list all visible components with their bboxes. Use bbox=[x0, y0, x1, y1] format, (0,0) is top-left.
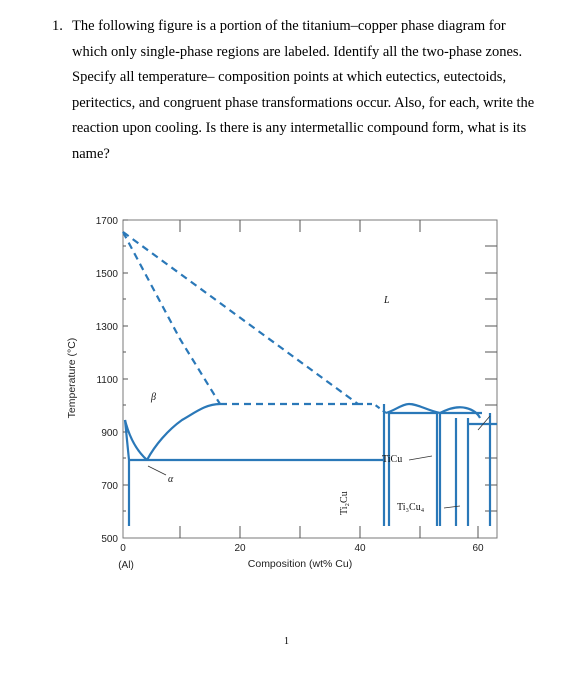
liquidus-segment bbox=[358, 404, 386, 413]
phase-label-beta: β bbox=[151, 392, 156, 403]
question-line-5: reaction upon cooling. Is there is any intermetallic compound form, what is its bbox=[72, 120, 527, 137]
question-line-2: which only single-phase regions are labeled. Identify all the two-phase zones. bbox=[72, 43, 523, 60]
liquidus-line bbox=[123, 232, 358, 404]
top-tick-marks bbox=[180, 220, 420, 232]
phase-label-liquid: L bbox=[384, 295, 390, 306]
y-tick-marks bbox=[123, 220, 128, 511]
y-tick-1300: 1300 bbox=[95, 322, 118, 333]
alpha-leader bbox=[148, 466, 166, 475]
y-tick-1500: 1500 bbox=[95, 269, 118, 280]
page-number: 1 bbox=[284, 636, 289, 647]
x-tick-20: 20 bbox=[234, 543, 246, 554]
x-axis-title: Composition (wt% Cu) bbox=[247, 558, 353, 570]
ticu-leader bbox=[409, 456, 432, 460]
x-tick-0: 0 bbox=[120, 543, 126, 554]
y-tick-700: 700 bbox=[101, 481, 118, 492]
bottom-tick-marks bbox=[180, 526, 478, 538]
y-tick-500: 500 bbox=[101, 534, 118, 545]
phase-label-alpha: α bbox=[168, 474, 174, 485]
x-origin-sublabel: (Al) bbox=[118, 560, 134, 571]
question-line-4: peritectics, and congruent phase transformations occur. Also, for each, write the bbox=[72, 94, 535, 111]
x-tick-60: 60 bbox=[472, 543, 484, 554]
y-tick-1100: 1100 bbox=[96, 375, 118, 386]
y-axis-title: Temperature (°C) bbox=[66, 337, 78, 419]
x-tick-40: 40 bbox=[354, 543, 366, 554]
alpha-solvus bbox=[125, 420, 129, 526]
ticu-liquidus-dome bbox=[386, 404, 480, 418]
y-tick-labels bbox=[96, 216, 119, 545]
leader-lines bbox=[148, 416, 490, 508]
phase-label-ticu: TiCu bbox=[382, 454, 403, 465]
y-tick-900: 900 bbox=[101, 428, 118, 439]
phase-boundaries bbox=[123, 232, 497, 526]
question-line-3: Specify all temperature– composition points at which eutectics, eutectoids, bbox=[72, 69, 507, 86]
phase-label-ti3cu4: Ti₃Cu₄ bbox=[397, 502, 425, 513]
question-number: 1. bbox=[52, 18, 63, 34]
phase-label-ti2cu: Ti₂Cu bbox=[339, 491, 350, 515]
question-line-1: The following figure is a portion of the titanium–copper phase diagram for bbox=[72, 18, 506, 34]
y-tick-1700: 1700 bbox=[95, 216, 118, 227]
beta-solvus-right bbox=[147, 404, 220, 460]
question-line-6: name? bbox=[72, 145, 110, 162]
beta-transus-line bbox=[123, 232, 220, 404]
ti3cu4-leader bbox=[444, 506, 460, 508]
